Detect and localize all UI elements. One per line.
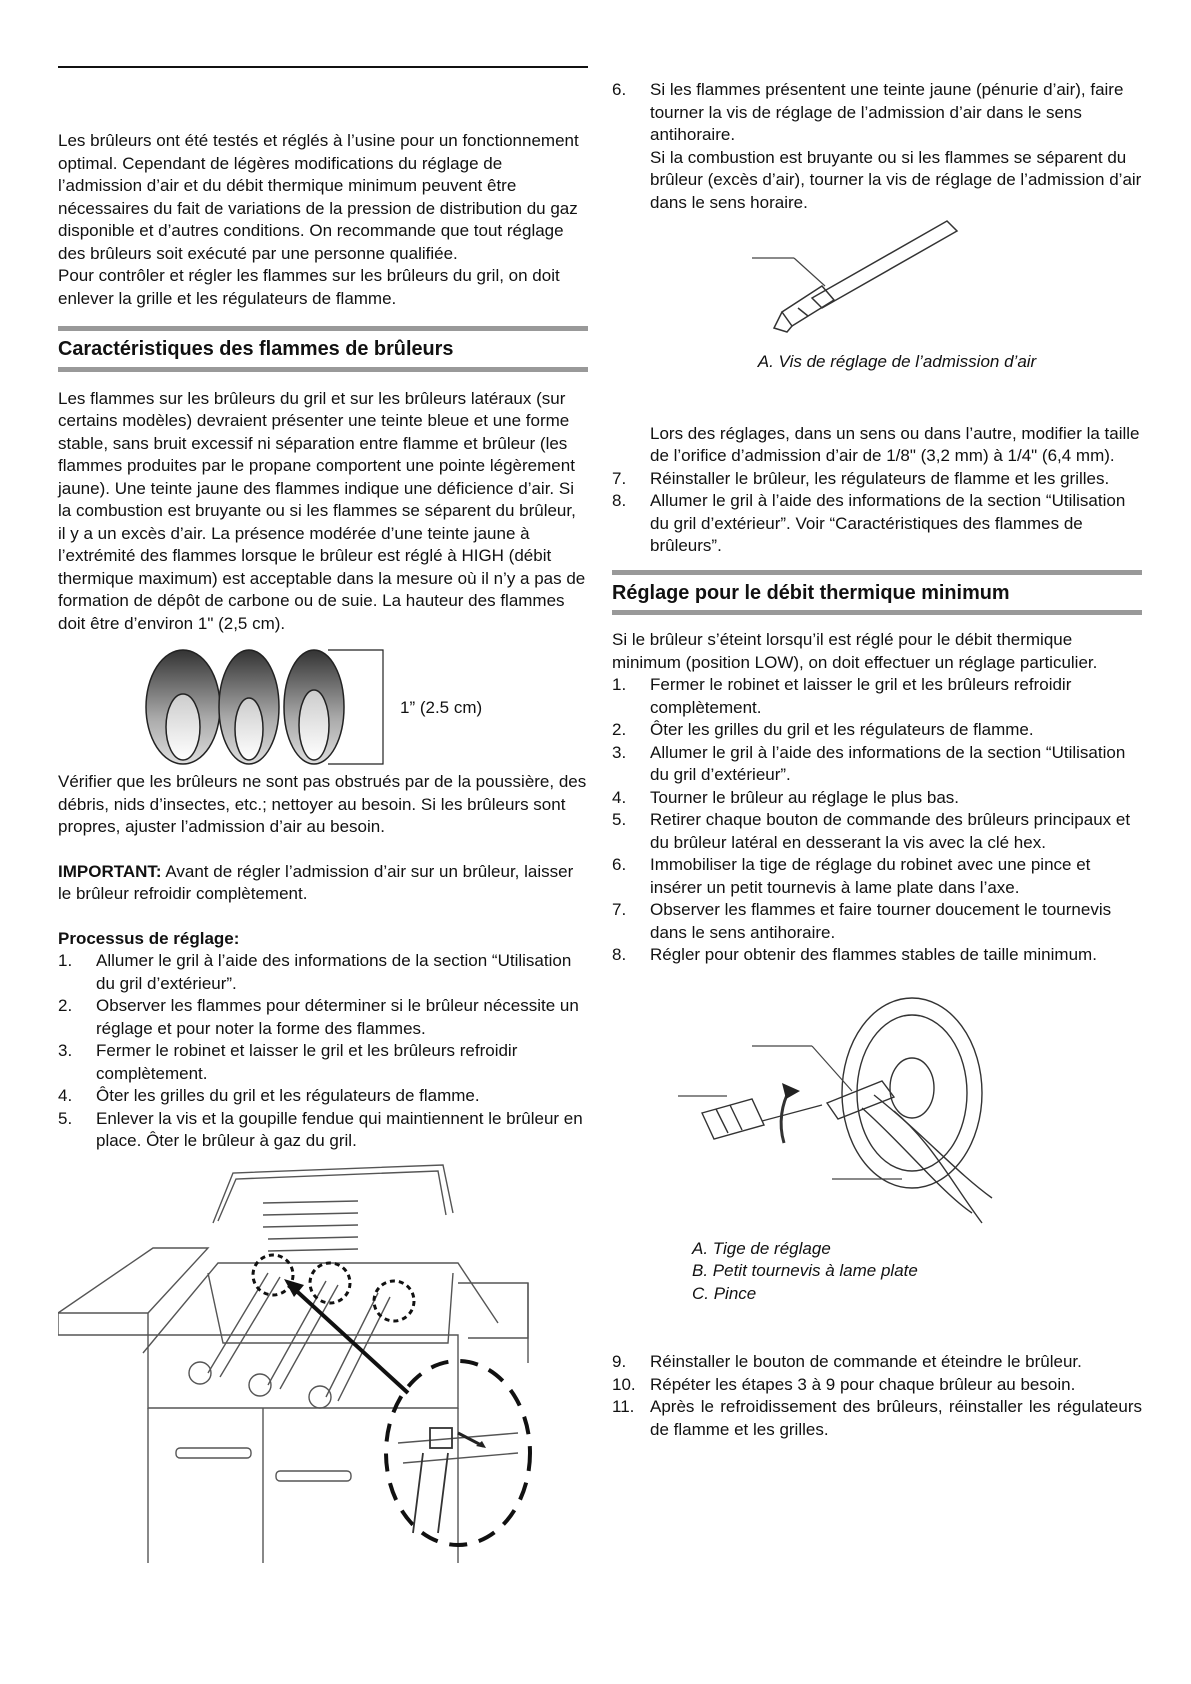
grill-lid (213, 1165, 453, 1223)
right-shelf (458, 1283, 528, 1338)
list-item: 11. Après le refroidissement des brûleurs, réinstaller les régulateurs de flamme et les grilles. (612, 1397, 1142, 1439)
list-item: 6. Si les flammes présentent une teinte jaune (pénurie d’air), faire tourner la vis de réglage de l’admission d’air dans le sens antihoraire. Si la combustion est bruyante ou si les flammes se séparent du brûleur (excès d’air), tourner la vis de réglage de l’admission d’air dans le sens horaire. (612, 79, 1142, 214)
burner-tube (774, 221, 957, 332)
intro-paragraph-1: Les brûleurs ont été testés et réglés à l’usine pour un fonctionnement optimal. Cependant de légères modifications du réglage de l’admission d’air et du débit thermique minimum peuvent être nécessaires du fait de variations de la pression de distribution du gaz disponible et d’autres conditions. On recommande que tout réglage des brûleurs soit exécuté par une personne qualifiée. (58, 131, 579, 263)
air-shutter-drawing (612, 216, 1142, 351)
flame-2 (219, 650, 279, 764)
list-item: 8. Régler pour obtenir des flammes stables de taille minimum. (612, 945, 1097, 964)
caption-b: B. Petit tournevis à lame plate (692, 1261, 918, 1280)
door-handle-left (176, 1448, 251, 1458)
low-section-heading: Réglage pour le débit thermique minimum (612, 570, 1142, 616)
highlight-circle-3 (374, 1281, 414, 1321)
list-item: 4. Ôter les grilles du gril et les régulateurs de flamme. (58, 1086, 480, 1105)
right-column (612, 79, 1142, 1441)
adjustment-stem (827, 1081, 894, 1119)
knob-3 (309, 1386, 331, 1408)
list-item: 5. Enlever la vis et la goupille fendue qui maintiennent le brûleur en place. Ôter le brûleur à gaz du gril. (58, 1108, 583, 1150)
flame-illustration (58, 647, 588, 767)
orifice-note: Lors des réglages, dans un sens ou dans l’autre, modifier la taille de l’orifice d’admission d’air de 1/8" (3,2 mm) à 1/4" (6,4 mm). (650, 423, 1140, 465)
lid-vents (263, 1201, 358, 1251)
list-item: 1. Fermer le robinet et laisser le gril et les brûleurs refroidir complètement. (612, 675, 1072, 717)
valve-captions (612, 1238, 1142, 1306)
orifice-note-wrap (612, 423, 1142, 468)
process-steps-left (58, 950, 588, 1153)
list-item: 9. Réinstaller le bouton de commande et éteindre le brûleur. (612, 1352, 1082, 1371)
firebox (143, 1263, 498, 1353)
final-steps (612, 1351, 1142, 1441)
grill-illustration (58, 1163, 588, 1570)
valve-drawing (612, 993, 1142, 1238)
air-shutter-illustration (612, 216, 1142, 351)
important-label: IMPORTANT: (58, 861, 162, 881)
top-rule (58, 66, 588, 68)
list-item: 8. Allumer le gril à l’aide des informations de la section “Utilisation du gril d’extérieur”. Voir “Caractéristiques des flammes de brûleurs”. (612, 491, 1126, 555)
list-item: 3. Fermer le robinet et laisser le gril et les brûleurs refroidir complètement. (58, 1041, 518, 1083)
flame-1 (146, 650, 220, 764)
cabinet (148, 1408, 458, 1563)
flame-section-heading: Caractéristiques des flammes de brûleurs (58, 326, 588, 372)
pliers (862, 1095, 992, 1213)
grill-drawing (58, 1163, 588, 1563)
low-steps (612, 674, 1142, 967)
flame-3 (284, 650, 344, 764)
process-steps-right (612, 468, 1142, 558)
list-item: 2. Observer les flammes pour déterminer si le brûleur nécessite un réglage et pour noter la forme des flammes. (58, 996, 579, 1038)
highlight-circle-2 (310, 1263, 350, 1303)
leader-a (812, 1046, 852, 1091)
knob-1 (189, 1362, 211, 1384)
list-item: 10. Répéter les étapes 3 à 9 pour chaque brûleur au besoin. (612, 1374, 1076, 1394)
valve-illustration (612, 993, 1142, 1238)
process-step-6 (612, 79, 1142, 214)
list-item: 7. Réinstaller le brûleur, les régulateurs de flamme et les grilles. (612, 468, 1110, 488)
left-shelf (58, 1248, 208, 1313)
check-paragraph: Vérifier que les brûleurs ne sont pas obstrués par de la poussière, des débris, nids d’insectes, etc.; nettoyer au besoin. Si les brûleurs sont propres, ajuster l’admission d’air au besoin. (58, 772, 587, 836)
air-caption: A. Vis de réglage de l’admission d’air (757, 352, 1037, 371)
list-item: 6. Immobiliser la tige de réglage du robinet avec une pince et insérer un petit tournevis à lame plate dans l’axe. (612, 855, 1091, 897)
valve-plate (842, 998, 982, 1188)
important-text: Avant de régler l’admission d’air sur un brûleur, laisser le brûleur refroidir complètement. (58, 861, 574, 903)
list-item: 5. Retirer chaque bouton de commande des brûleurs principaux et du brûleur latéral en desserant la vis avec la clé hex. (612, 810, 1131, 852)
caption-a: A. Tige de réglage (692, 1238, 831, 1258)
control-panel (148, 1335, 458, 1408)
step6-text-a: Si les flammes présentent une teinte jaune (pénurie d’air), faire tourner la vis de réglage de l’admission d’air dans le sens antihoraire. (650, 80, 1124, 144)
process-heading: Processus de réglage: (58, 928, 240, 948)
caption-c: C. Pince (692, 1283, 757, 1303)
left-column (58, 66, 588, 1569)
list-item: 7. Observer les flammes et faire tourner doucement le tournevis dans le sens antihoraire. (612, 900, 1112, 942)
low-intro: Si le brûleur s’éteint lorsqu’il est réglé pour le débit thermique minimum (position LOW), on doit effectuer un réglage particulier. (612, 630, 1098, 672)
list-item: 1. Allumer le gril à l’aide des informations de la section “Utilisation du gril d’extérieur”. (58, 951, 572, 993)
door-handle-right (276, 1471, 351, 1481)
flame-drawing (58, 647, 588, 767)
important-note (58, 861, 588, 906)
list-item: 4. Tourner le brûleur au réglage le plus bas. (612, 787, 960, 807)
list-item: 2. Ôter les grilles du gril et les régulateurs de flamme. (612, 720, 1034, 739)
step6-text-b: Si la combustion est bruyante ou si les flammes se séparent du brûleur (excès d’air), tourner la vis de réglage de l’admission d’air dans le sens horaire. (650, 147, 1142, 212)
leader-line (794, 258, 825, 286)
screwdriver-handle (702, 1099, 764, 1139)
knob-2 (249, 1374, 271, 1396)
flame-paragraph: Les flammes sur les brûleurs du gril et sur les brûleurs latéraux (sur certains modèles) devraient présenter une teinte bleue et une forme stable, sans bruit excessif ni séparation entre flamme et brûleur (les flammes produites par le propane comportent une pointe légèrement jaune). Une teinte jaune des flammes indique une déficience d’air. Si la combustion est bruyante ou si les flammes se séparent du brûleur, il y a un excès d’air. La présence modérée d’une teinte jaune à l’extrémité des flammes lorsque le brûleur est réglé à HIGH (débit thermique maximum) est acceptable dans la mesure où il n’y a pas de formation de dépôt de carbone ou de suie. La hauteur des flammes doit être d’environ 1" (2,5 cm). (58, 388, 586, 633)
list-item: 3. Allumer le gril à l’aide des informations de la section “Utilisation du gril d’extérieur”. (612, 742, 1126, 784)
intro-paragraph-2: Pour contrôler et régler les flammes sur les brûleurs du gril, on doit enlever la grille et les régulateurs de flamme. (58, 266, 560, 308)
flame-height-label: 1” (2.5 cm) (400, 698, 483, 717)
